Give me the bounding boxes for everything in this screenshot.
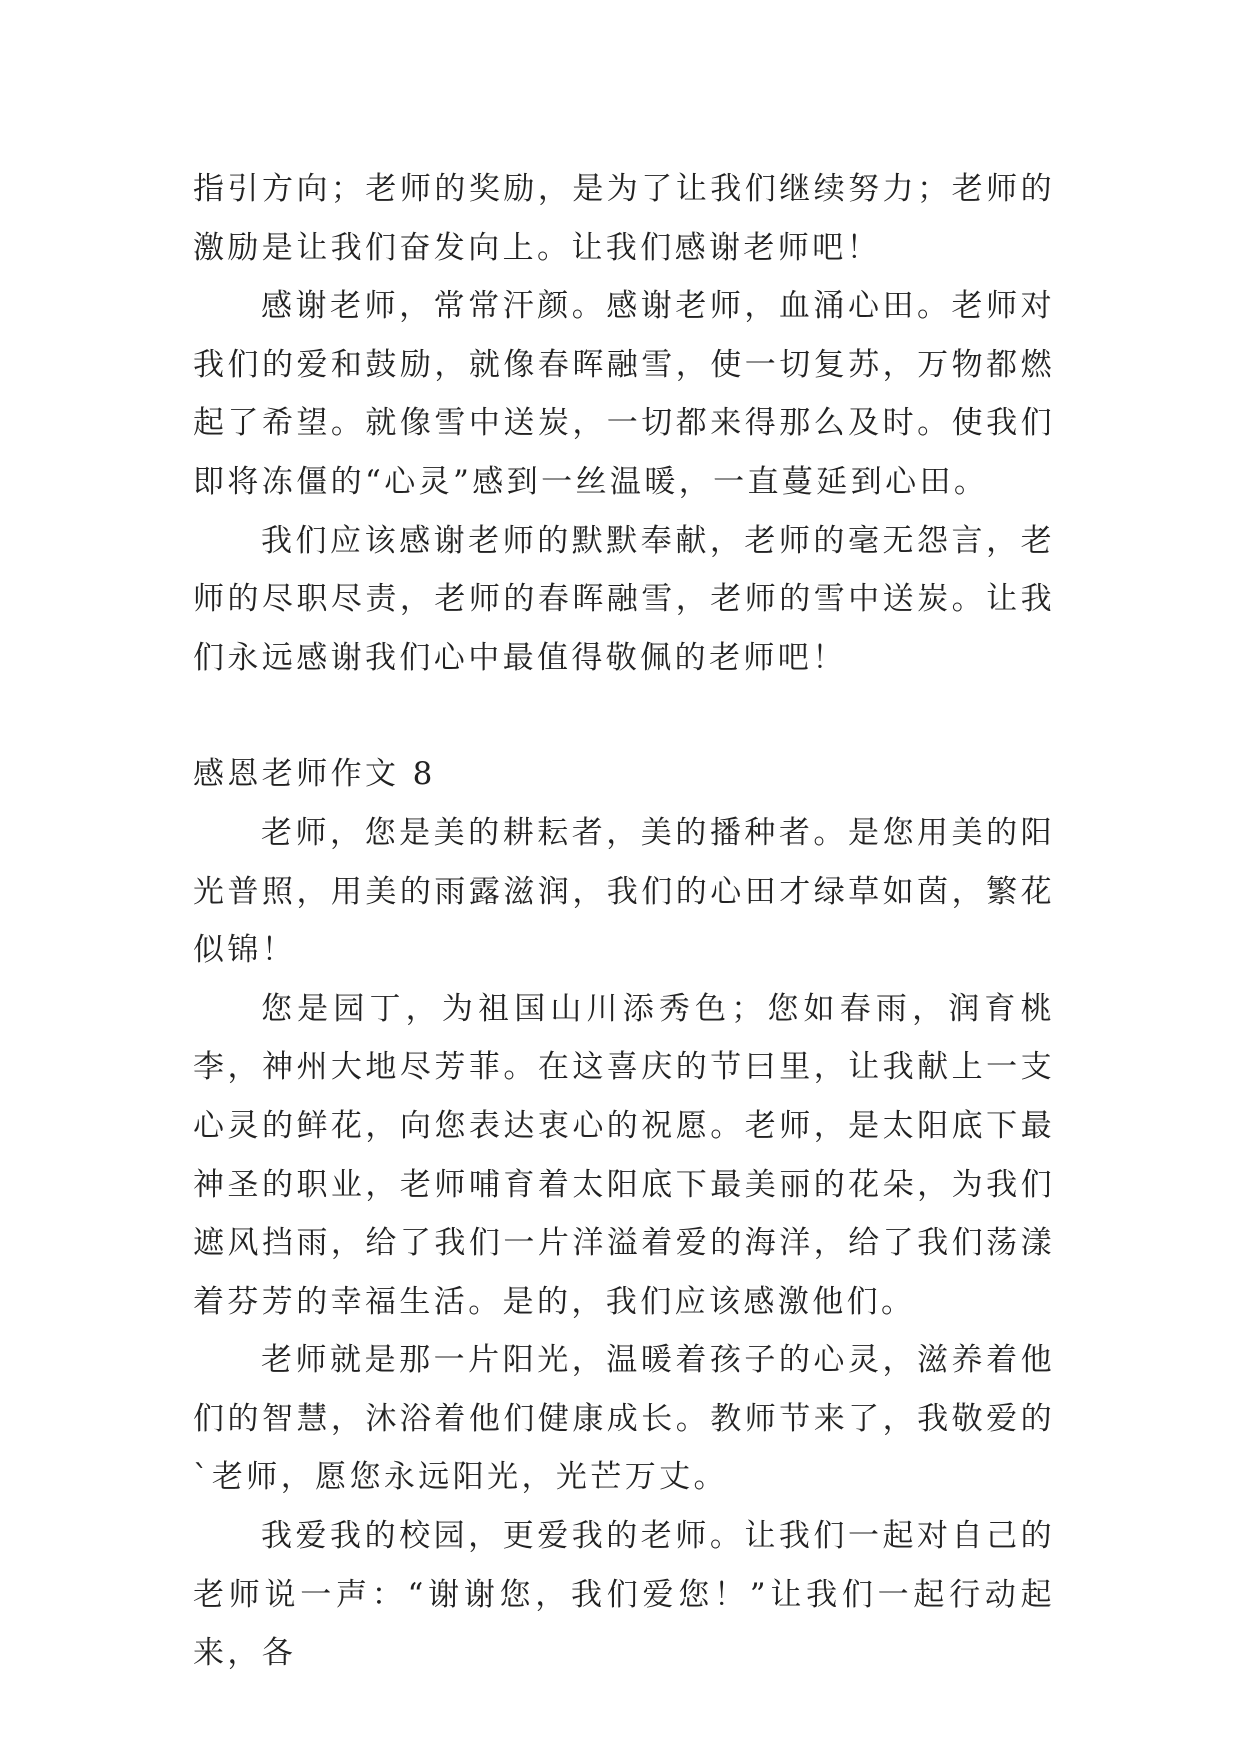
paragraph-3: 我们应该感谢老师的默默奉献，老师的毫无怨言，老师的尽职尽责，老师的春晖融雪，老师的雪中送炭。让我们永远感谢我们心中最值得敬佩的老师吧！ xyxy=(193,522,1055,676)
paragraph-6: 老师就是那一片阳光，温暖着孩子的心灵，滋养着他们的智慧，沐浴着他们健康成长。教师节来了，我敬爱的`老师，愿您永远阳光，光芒万丈。 xyxy=(193,1342,1055,1496)
section-gap xyxy=(193,687,1055,745)
paragraph-5: 您是园丁，为祖国山川添秀色；您如春雨，润育桃李，神州大地尽芳菲。在这喜庆的节曰里，让我献上一支心灵的鲜花，向您表达衷心的祝愿。老师，是太阳底下最神圣的职业，老师哺育着太阳底下最美丽的花朵，为我们遮风挡雨，给了我们一片洋溢着爱的海洋，给了我们荡漾着芬芳的幸福生活。是的，我们应该感激他们。 xyxy=(193,990,1055,1320)
paragraph-1: 指引方向；老师的奖励，是为了让我们继续努力；老师的激励是让我们奋发向上。让我们感谢老师吧！ xyxy=(193,171,1055,266)
paragraph-4: 老师，您是美的耕耘者，美的播种者。是您用美的阳光普照，用美的雨露滋润，我们的心田才绿草如茵，繁花似锦！ xyxy=(193,814,1055,969)
paragraph-2: 感谢老师，常常汗颜。感谢老师，血涌心田。老师对我们的爱和鼓励，就像春晖融雪，使一切复苏，万物都燃起了希望。就像雪中送炭，一切都来得那么及时。使我们即将冻僵的“心灵”感到一丝温暖，一直蔓延到心田。 xyxy=(193,288,1055,500)
section-title: 感恩老师作文 8 xyxy=(193,756,436,793)
paragraph-7: 我爱我的校园，更爱我的老师。让我们一起对自己的老师说一声：“谢谢您，我们爱您！”让我们一起行动起来，各 xyxy=(193,1518,1055,1672)
document-body xyxy=(193,160,1055,1683)
